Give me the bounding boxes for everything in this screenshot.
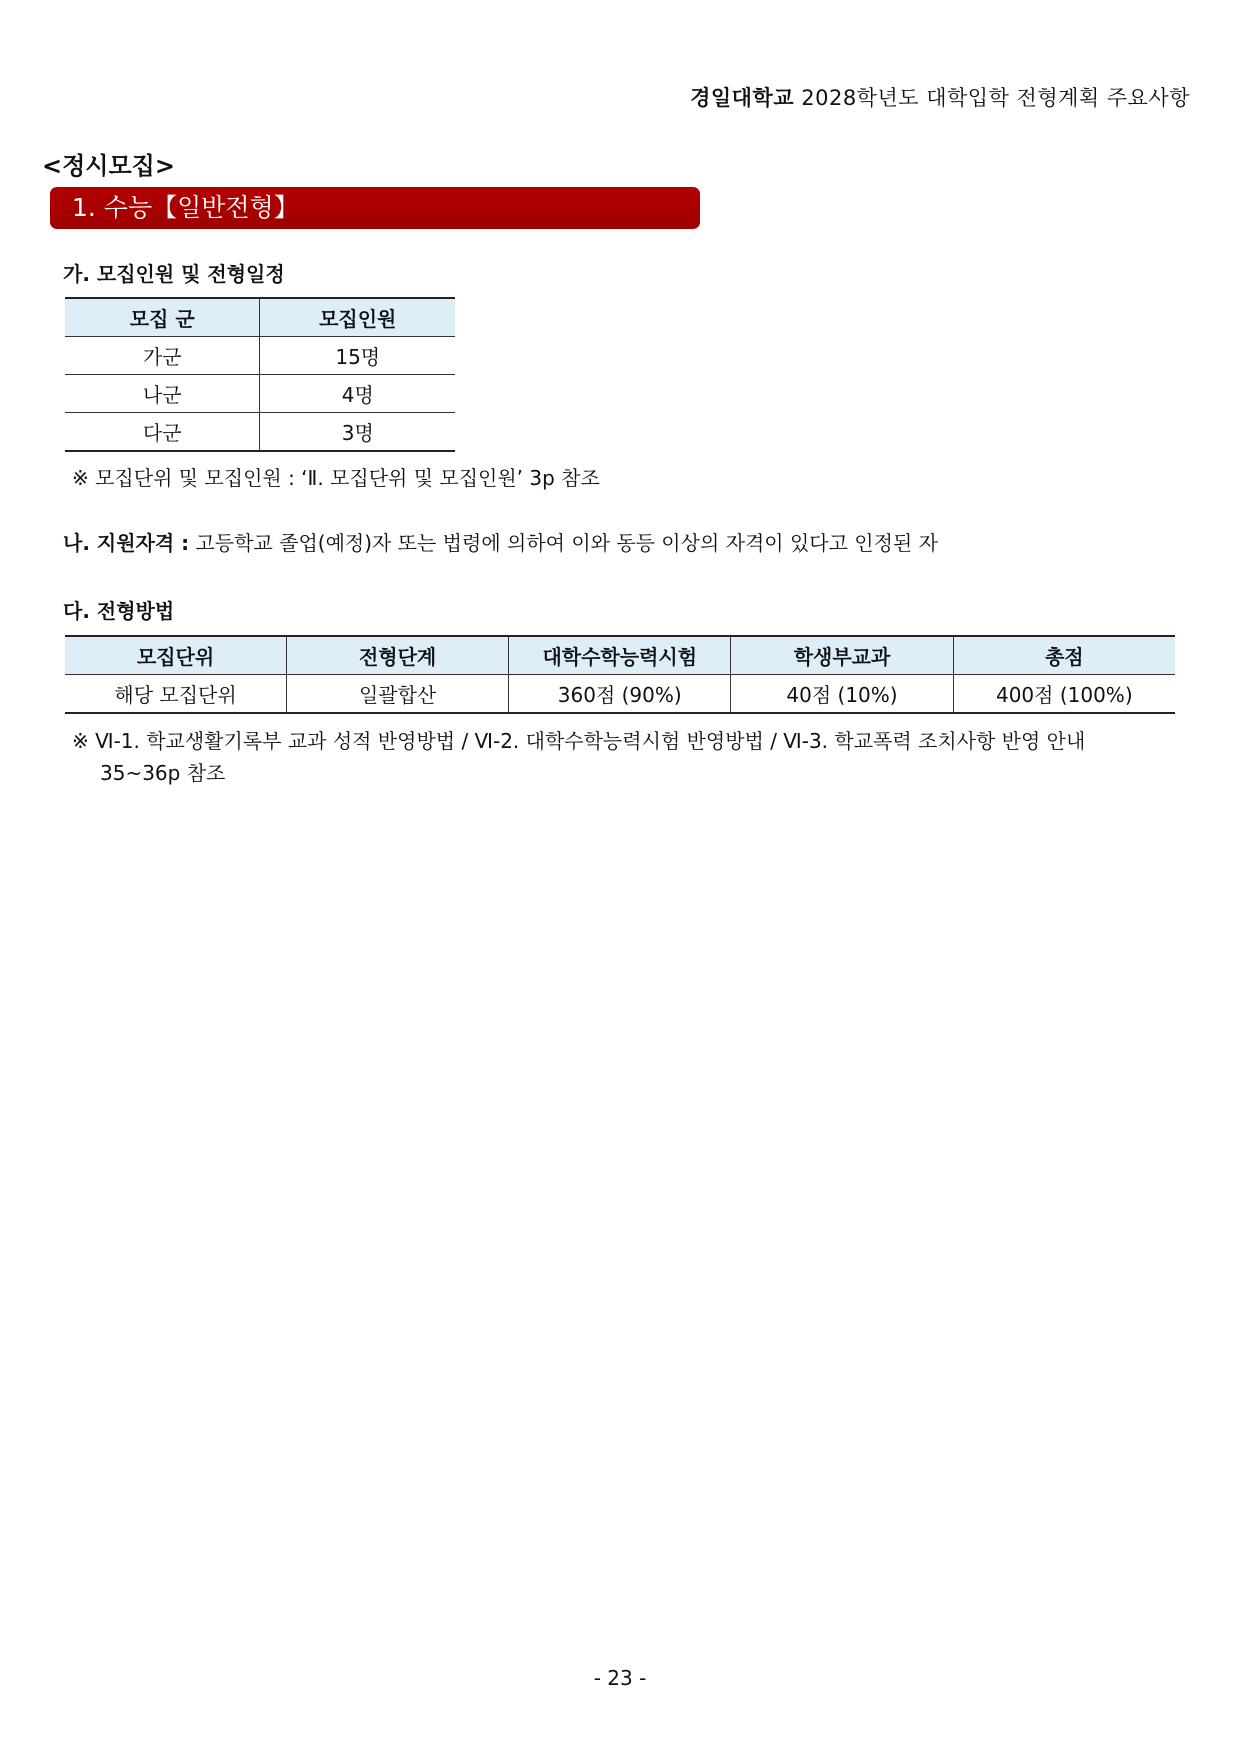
table-cell: 해당 모집단위 xyxy=(114,683,237,707)
table-header-row xyxy=(65,298,455,337)
header-university: 경일대학교 xyxy=(690,86,795,110)
table-cell: 400점 (100%) xyxy=(953,675,1175,714)
table-cell: 4명 xyxy=(260,375,455,413)
table-header-cell: 전형단계 xyxy=(287,636,509,675)
note-reference-line2: 35~36p 참조 xyxy=(100,761,226,785)
subsection-c-title: 다. 전형방법 xyxy=(63,599,175,623)
table-cell: 나군 xyxy=(65,375,260,413)
table-header-row xyxy=(65,636,1175,675)
table-header-cell: 대학수학능력시험 xyxy=(509,636,731,675)
table-header-cell: 모집단위 xyxy=(65,636,287,675)
subsection-b-title: 나. 지원자격 : xyxy=(63,531,190,555)
table-header-cell: 모집 군 xyxy=(65,298,260,337)
table-cell: 가군 xyxy=(65,337,260,375)
table-cell: 일괄합산 xyxy=(287,675,509,714)
table-row xyxy=(65,337,455,375)
table-header-cell: 학생부교과 xyxy=(731,636,953,675)
subsection-a-title: 가. 모집인원 및 전형일정 xyxy=(63,262,285,286)
note-reference-line1: ※ Ⅵ-1. 학교생활기록부 교과 성적 반영방법 / Ⅵ-2. 대학수학능력시험 반영방법 / Ⅵ-3. 학교폭력 조치사항 반영 안내 xyxy=(72,729,1086,753)
subsection-b-text: 고등학교 졸업(예정)자 또는 법령에 의하여 이와 동등 이상의 자격이 있다고 인정된 자 xyxy=(195,531,938,555)
subsection-b xyxy=(63,527,938,556)
table-cell: 15명 xyxy=(260,337,455,375)
table-cell: 3명 xyxy=(260,413,455,452)
header-title: 2028학년도 대학입학 전형계획 주요사항 xyxy=(801,86,1190,110)
table-cell: 360점 (90%) xyxy=(509,675,731,714)
note-recruitment: ※ 모집단위 및 모집인원 : ‘Ⅱ. 모집단위 및 모집인원’ 3p 참조 xyxy=(72,466,600,490)
page-number: - 23 - xyxy=(593,1666,647,1690)
note-reference xyxy=(72,725,1187,789)
recruitment-table xyxy=(65,297,455,452)
selection-method-table xyxy=(65,635,1175,714)
table-cell: 다군 xyxy=(65,413,260,452)
section-title: <정시모집> xyxy=(42,152,175,180)
table-row xyxy=(65,413,455,452)
table-row xyxy=(65,675,1175,714)
table-cell: 40점 (10%) xyxy=(731,675,953,714)
section-banner: 1. 수능【일반전형】 xyxy=(50,187,700,229)
table-header-cell: 모집인원 xyxy=(260,298,455,337)
table-header-cell: 총점 xyxy=(953,636,1175,675)
table-row xyxy=(65,375,455,413)
page-header xyxy=(690,82,1190,112)
